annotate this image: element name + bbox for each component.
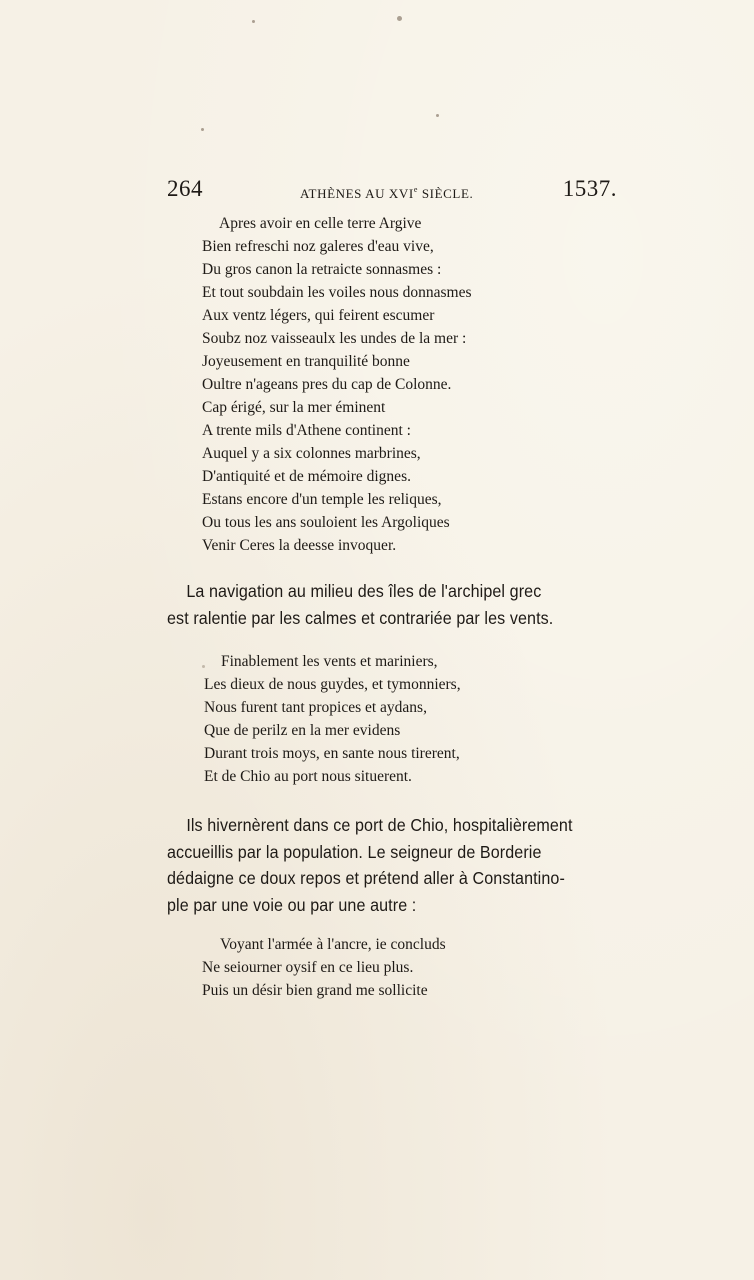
verse-line: Durant trois moys, en sante nous tirerent, bbox=[204, 745, 460, 762]
verse-line: Joyeusement en tranquilité bonne bbox=[202, 353, 410, 370]
verse-line: Venir Ceres la deesse invoquer. bbox=[202, 537, 397, 554]
verse-line: Oultre n'ageans pres du cap de Colonne. bbox=[202, 376, 452, 393]
verse-line: Puis un désir bien grand me sollicite bbox=[202, 982, 428, 999]
verse-line: Nous furent tant propices et aydans, bbox=[204, 699, 427, 716]
verse-line: Cap érigé, sur la mer éminent bbox=[202, 399, 386, 416]
verse-line: Soubz noz vaisseaulx les undes de la mer : bbox=[202, 330, 467, 347]
prose-paragraph bbox=[167, 578, 553, 631]
verse-line: Et tout soubdain les voiles nous donnasmes bbox=[202, 284, 472, 301]
ink-speck bbox=[397, 16, 402, 21]
verse-line: D'antiquité et de mémoire dignes. bbox=[202, 468, 411, 485]
verse-line: Estans encore d'un temple les reliques, bbox=[202, 491, 442, 508]
running-title: ATHÈNES AU XVIe SIÈCLE. bbox=[300, 185, 474, 201]
running-header bbox=[167, 176, 617, 206]
verse-line: Auquel y a six colonnes marbrines, bbox=[202, 445, 421, 462]
verse-line: Ne seiourner oysif en ce lieu plus. bbox=[202, 959, 414, 976]
verse-line: A trente mils d'Athene continent : bbox=[202, 422, 411, 439]
prose-line: accueillis par la population. Le seigneur de Borderie bbox=[167, 841, 542, 862]
verse-quotation bbox=[202, 212, 472, 557]
page-number: 264 bbox=[167, 176, 203, 201]
verse-line: Du gros canon la retraicte sonnasmes : bbox=[202, 261, 442, 278]
verse-line: Les dieux de nous guydes, et tymonniers, bbox=[204, 676, 461, 693]
verse-line: Voyant l'armée à l'ancre, ie concluds bbox=[220, 936, 446, 953]
verse-line: Et de Chio au port nous situerent. bbox=[204, 768, 412, 785]
prose-line: ple par une voie ou par une autre : bbox=[167, 894, 417, 915]
verse-line: Apres avoir en celle terre Argive bbox=[219, 215, 422, 232]
year: 1537. bbox=[562, 176, 617, 201]
ink-speck bbox=[252, 20, 255, 23]
prose-line: La navigation au milieu des îles de l'archipel grec bbox=[186, 581, 542, 601]
verse-line: Que de perilz en la mer evidens bbox=[204, 722, 401, 739]
verse-line: Finablement les vents et mariniers, bbox=[221, 653, 438, 670]
prose-line: est ralentie par les calmes et contrariée par les vents. bbox=[167, 607, 554, 628]
ink-speck bbox=[201, 128, 204, 131]
verse-line: Ou tous les ans souloient les Argoliques bbox=[202, 514, 450, 531]
ink-speck bbox=[436, 114, 439, 117]
prose-line: Ils hivernèrent dans ce port de Chio, hospitalièrement bbox=[186, 815, 573, 835]
verse-quotation bbox=[202, 933, 446, 1002]
verse-quotation bbox=[204, 650, 461, 788]
prose-paragraph bbox=[167, 812, 573, 918]
verse-line: Bien refreschi noz galeres d'eau vive, bbox=[202, 238, 434, 255]
prose-line: dédaigne ce doux repos et prétend aller à Constantino- bbox=[167, 868, 565, 888]
verse-line: Aux ventz légers, qui feirent escumer bbox=[202, 307, 435, 324]
